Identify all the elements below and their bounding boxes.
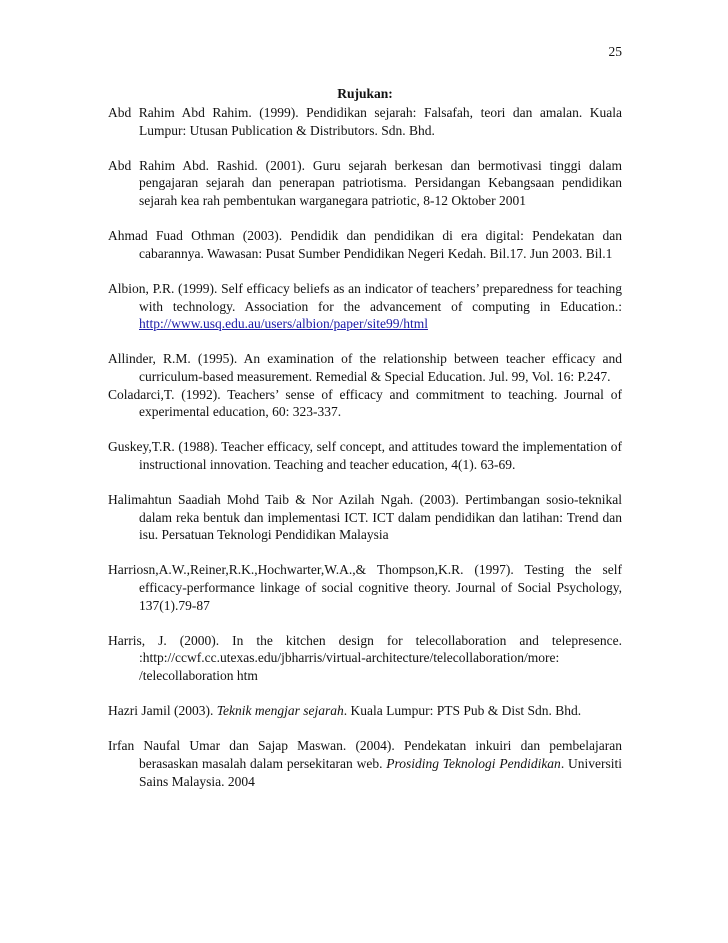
reference-entry — [108, 104, 622, 139]
reference-entry — [108, 157, 622, 210]
reference-text: Prosiding Teknologi Pendidikan — [386, 755, 561, 771]
reference-text: . Kuala Lumpur: PTS Pub & Dist Sdn. Bhd. — [343, 703, 582, 719]
reference-entry — [108, 227, 622, 262]
reference-entry — [108, 280, 622, 333]
reference-entry — [108, 386, 622, 421]
reference-text: Harriosn,A.W.,Reiner,R.K.,Hochwarter,W.A.,& Thompson,K.R. (1997). Testing the self efficacy-performance linkage of social cognitive theory. Journal of Social Psychology, 137(1).79-87 — [108, 562, 622, 613]
reference-text: . Universiti Sains Malaysia. 2004 — [139, 755, 622, 789]
reference-entry — [108, 350, 622, 385]
reference-text: Halimahtun Saadiah Mohd Taib & Nor Azilah Ngah. (2003). Pertimbangan sosio-teknikal dalam reka bentuk dan implementasi ICT. ICT dalam pendidikan dan latihan: Trend dan isu. Persatuan Teknologi Pendidikan Malaysia — [108, 492, 622, 543]
reference-entry — [108, 438, 622, 473]
reference-entry — [108, 632, 622, 685]
reference-text: Guskey,T.R. (1988). Teacher efficacy, self concept, and attitudes toward the implementation of instructional innovation. Teaching and teacher education, 4(1). 63-69. — [108, 439, 622, 472]
reference-entry — [108, 491, 622, 544]
reference-entry — [108, 737, 622, 790]
reference-text: Teknik mengjar sejarah — [216, 703, 344, 719]
reference-text: Harris, J. (2000). In the kitchen design for telecollaboration and telepresence. :http://ccwf.cc.utexas.edu/jbharris/virtual-architecture/telecollaboration/more: /telecollaboration htm — [108, 632, 622, 683]
reference-text: Abd Rahim Abd Rahim. (1999). Pendidikan sejarah: Falsafah, teori dan amalan. Kuala Lumpur: Utusan Publication & Distributors. Sdn. Bhd. — [108, 105, 622, 138]
reference-link[interactable]: http://www.usq.edu.au/users/albion/paper/site99/html — [139, 316, 428, 332]
reference-entry — [108, 702, 622, 720]
reference-text: Hazri Jamil (2003). — [108, 703, 217, 719]
reference-entry — [108, 561, 622, 614]
reference-text: Coladarci,T. (1992). Teachers’ sense of efficacy and commitment to teaching. Journal of experimental education, 60: 323-337. — [108, 386, 622, 420]
reference-list — [108, 104, 622, 808]
reference-text: Irfan Naufal Umar dan Sajap Maswan. (2004). Pendekatan inkuiri dan pembelajaran berasaskan masalah dalam persekitaran web. — [108, 738, 622, 771]
reference-text: Albion, P.R. (1999). Self efficacy beliefs as an indicator of teachers’ preparedness for teaching with technology. Association for the advancement of computing in Education.: — [108, 280, 622, 314]
reference-text: Ahmad Fuad Othman (2003). Pendidik dan pendidikan di era digital: Pendekatan dan cabarannya. Wawasan: Pusat Sumber Pendidikan Negeri Kedah. Bil.17. Jun 2003. Bil.1 — [108, 228, 622, 261]
reference-text: Allinder, R.M. (1995). An examination of the relationship between teacher efficacy and curriculum-based measurement. Remedial & Special Education. Jul. 99, Vol. 16: P.247. — [108, 351, 622, 384]
references-heading: Rujukan: — [337, 86, 393, 101]
page-number: 25 — [608, 44, 622, 59]
reference-text: Abd Rahim Abd. Rashid. (2001). Guru sejarah berkesan dan bermotivasi tinggi dalam pengajaran sejarah dan penerapan patriotisma. Persidangan Kebangsaan pendidikan sejarah kea rah pembentukan warganegara patriotic, 8-12 Oktober 2001 — [108, 157, 622, 208]
